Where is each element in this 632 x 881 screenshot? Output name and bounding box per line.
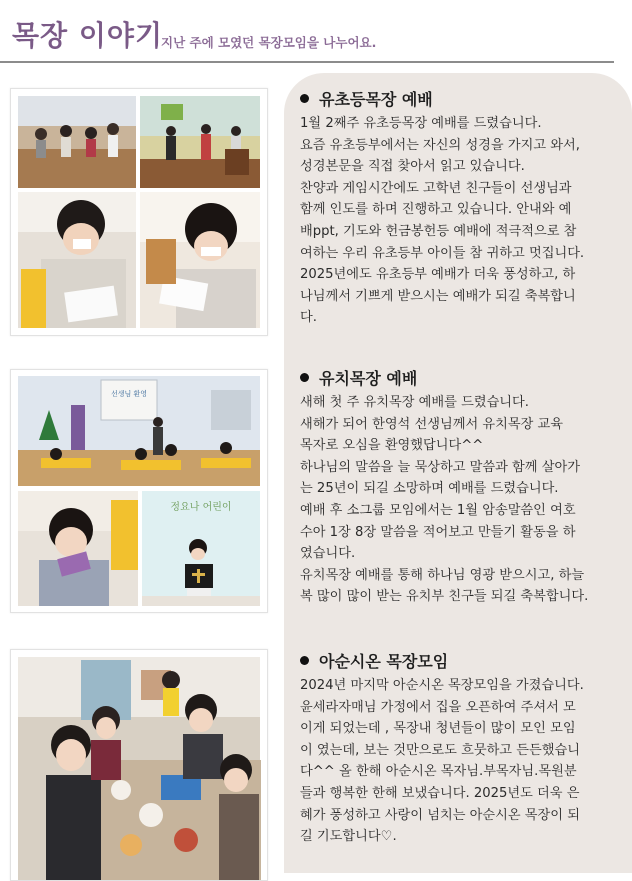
body-line: 찬양과 게임시간에도 고학년 친구들이 선생님과	[300, 180, 572, 196]
section-body	[300, 392, 612, 608]
section-body	[300, 113, 612, 329]
body-line: 유치목장 예배를 통해 하나님 영광 받으시고, 하늘	[300, 567, 585, 583]
body-line: 성경본문을 직접 찾아서 읽고 있습니다.	[300, 159, 525, 175]
body-line: 하나님의 말씀을 늘 묵상하고 말씀과 함께 살아가	[300, 459, 580, 475]
body-line: 수아 1장 8장 말씀을 적어보고 만들기 활동을 하	[300, 524, 576, 540]
body-line: 1월 2째주 유초등목장 예배를 드렸습니다.	[300, 116, 542, 131]
body-line: 예배 후 소그룹 모임에서는 1월 암송말씀인 여호	[300, 502, 576, 518]
section-heading: 아순시온 목장모임	[300, 649, 612, 675]
body-line: 배ppt, 기도와 헌금봉헌등 예배에 적극적으로 참	[300, 223, 577, 239]
body-line: 다^^ 올 한해 아순시온 목자님.부목자님.목원분	[300, 764, 577, 780]
body-line: 요즘 유초등부에서는 자신의 성경을 가지고 와서,	[300, 137, 580, 153]
body-line: 들과 행복한 한해 보냈습니다. 2025년도 더욱 은	[300, 785, 580, 801]
section-heading: 유초등목장 예배	[300, 87, 612, 113]
body-line: 2024년 마지막 아순시온 목장모임을 가졌습니다.	[300, 678, 584, 693]
photo-group-asuncion	[10, 649, 268, 881]
page-subtitle: 지난 주에 모였던 목장모임을 나누어요.	[161, 35, 377, 50]
body-line: 함께 인도를 하며 진행하고 있습니다. 안내와 예	[300, 202, 572, 218]
body-line: 는 25년이 되길 소망하며 예배를 드렸습니다.	[300, 481, 559, 497]
body-line: 새해가 되어 한영석 선생님께서 유치목장 교육	[300, 416, 564, 432]
section-elementary	[300, 87, 612, 329]
body-line: 다.	[300, 310, 317, 326]
photo-collage-kindergarten	[10, 369, 268, 613]
page-header	[0, 0, 632, 64]
section-kindergarten	[300, 366, 612, 608]
body-line: 새해 첫 주 유치목장 예배를 드렸습니다.	[300, 395, 529, 410]
body-line: 목자로 오심을 환영했답니다^^	[300, 438, 484, 454]
body-line: 복 많이 많이 받는 유치부 친구들 되길 축복합니다.	[300, 589, 589, 605]
wall-banner-text: 정요나 어린이	[170, 502, 232, 513]
section-asuncion	[300, 649, 612, 848]
photo-collage-elementary	[10, 88, 268, 336]
body-line: 윤세라자매님 가정에서 집을 오픈하여 주셔서 모	[300, 699, 576, 715]
body-line: 2025년에도 유초등부 예배가 더욱 풍성하고, 하	[300, 267, 576, 283]
body-line: 여하는 우리 유초등부 아이들 참 귀하고 멋집니다.	[300, 245, 585, 261]
page-title: 목장 이야기	[12, 19, 163, 52]
slide-title-text: 선생님 환영	[110, 390, 148, 398]
header-divider	[0, 61, 614, 63]
bullet-icon	[300, 373, 309, 382]
bullet-icon	[300, 656, 309, 665]
section-body	[300, 675, 612, 848]
body-line: 이게 되었는데 , 목장내 청년들이 많이 모인 모임	[300, 721, 576, 737]
body-line: 이 였는데, 보는 것만으로도 흐뭇하고 든든했습니	[300, 742, 580, 758]
bullet-icon	[300, 94, 309, 103]
section-heading: 유치목장 예배	[300, 366, 612, 392]
body-line: 나님께서 기쁘게 받으시는 예배가 되길 축복합니	[300, 288, 576, 304]
body-line: 혜가 풍성하고 사랑이 넘치는 아순시온 목장이 되	[300, 807, 580, 823]
body-line: 였습니다.	[300, 546, 356, 562]
body-line: 길 기도합니다♡.	[300, 829, 397, 845]
